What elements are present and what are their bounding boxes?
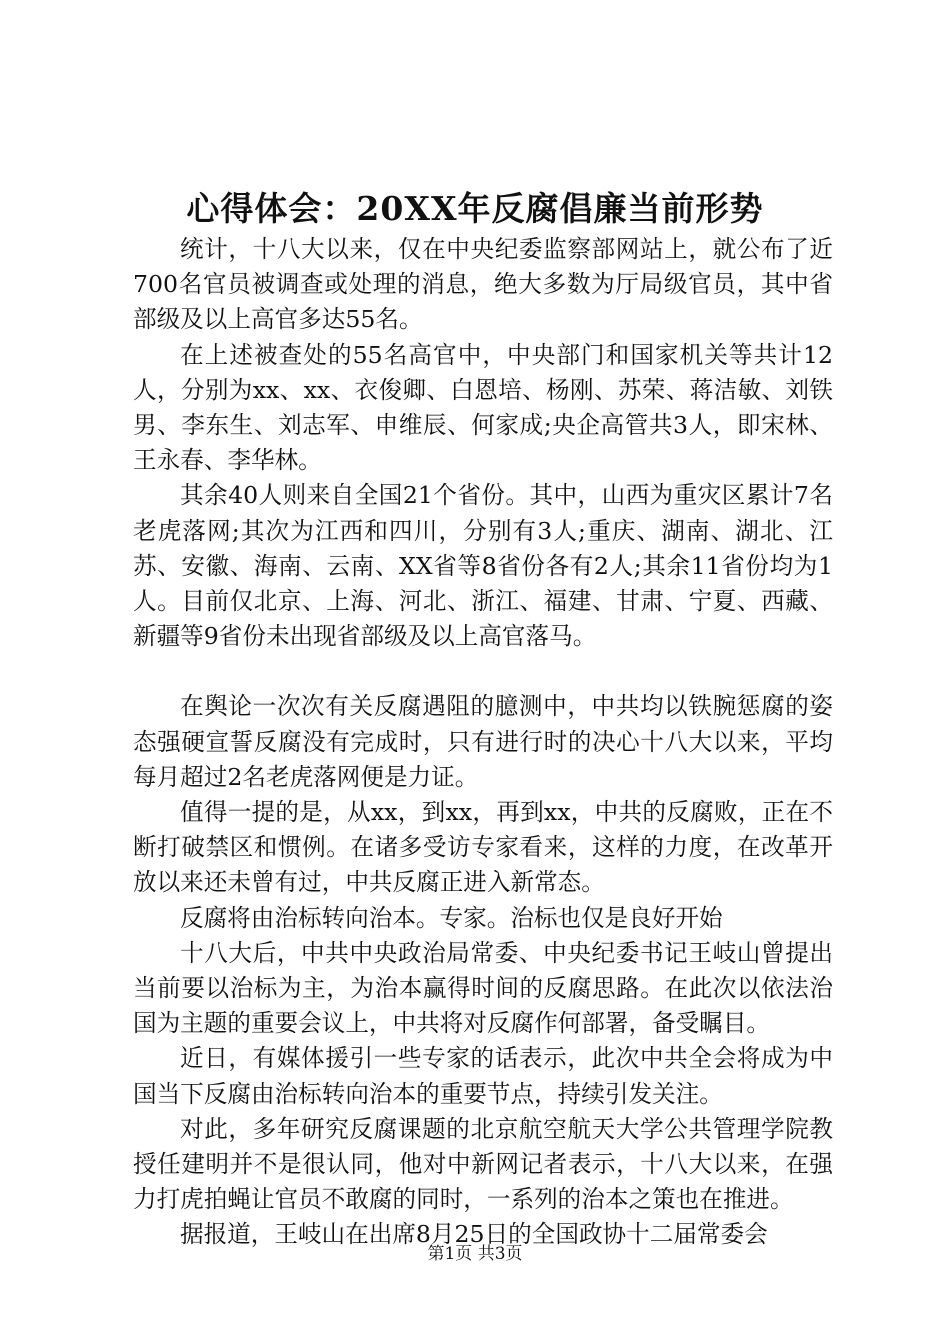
paragraph: 统计，十八大以来，仅在中央纪委监察部网站上，就公布了近700名官员被调查或处理的消息，绝大多数为厅局级官员，其中省部级及以上高官多达55名。 (133, 235, 833, 334)
paragraph: 对此，多年研究反腐课题的北京航空航天大学公共管理学院教授任建明并不是很认同，他对中新网记者表示，十八大以来，在强力打虎拍蝇让官员不敢腐的同时，一系列的治本之策也在推进。 (133, 1114, 833, 1214)
paragraph: 其余40人则来自全国21个省份。其中，山西为重灾区累计7名老虎落网;其次为江西和四川，分别有3人;重庆、湖南、湖北、江苏、安徽、海南、云南、XX省等8省份各有2人;其余11省份均为1人。目前仅北京、上海、河北、浙江、福建、甘肃、宁夏、西藏、新疆等9省份未出现省部级及以上高官落马。 (133, 481, 833, 651)
paragraph: 近日，有媒体援引一些专家的话表示，此次中共全会将成为中国当下反腐由治标转向治本的重要节点，持续引发关注。 (133, 1044, 833, 1108)
paragraph: 据报道，王岐山在出席8月25日的全国政协十二届常委会 (180, 1220, 768, 1249)
paragraph: 在舆论一次次有关反腐遇阻的臆测中，中共均以铁腕惩腐的姿态强硬宣誓反腐没有完成时，只有进行时的决心十八大以来，平均每月超过2名老虎落网便是力证。 (133, 692, 833, 791)
paragraph: 值得一提的是，从xx，到xx，再到xx，中共的反腐败，正在不断打破禁区和惯例。在诸多受访专家看来，这样的力度，在改革开放以来还未曾有过，中共反腐正进入新常态。 (133, 798, 833, 897)
page-number: 第1页 共3页 (427, 1244, 523, 1264)
section-heading: 反腐将由治标转向治本。专家。治标也仅是良好开始 (180, 903, 723, 932)
paragraph: 在上述被查处的55名高官中，中央部门和国家机关等共计12人，分别为xx、xx、衣俊卿、白恩培、杨刚、苏荣、蒋洁敏、刘铁男、李东生、刘志军、申维辰、何家成;央企高管共3人，即宋林、王永春、李华林。 (133, 340, 833, 475)
paragraph: 十八大后，中共中央政治局常委、中央纪委书记王岐山曾提出当前要以治标为主，为治本赢得时间的反腐思路。在此次以依法治国为主题的重要会议上，中共将对反腐作何部署，备受瞩目。 (133, 938, 833, 1038)
document-body (133, 232, 833, 1253)
document-title: 心得体会：20XX年反腐倡廉当前形势 (186, 189, 764, 228)
